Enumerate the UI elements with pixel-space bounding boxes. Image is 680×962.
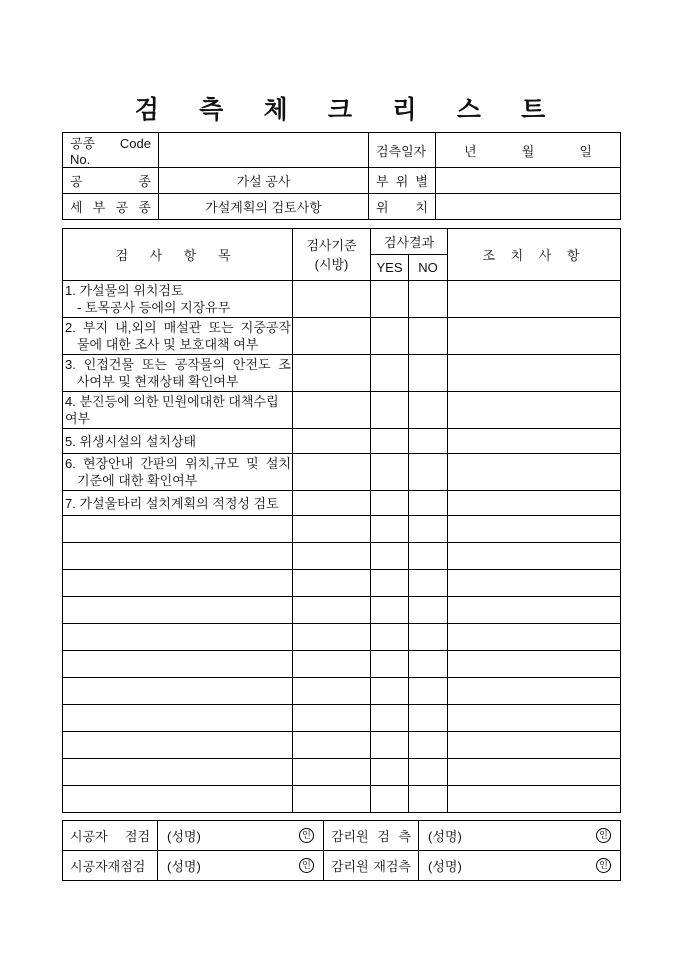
action-cell (448, 318, 621, 355)
criteria-cell (293, 491, 371, 516)
signature-row-2 (63, 851, 621, 881)
name-placeholder: (성명) (428, 829, 462, 844)
checklist-empty-row (63, 705, 621, 732)
checklist-empty-row (63, 651, 621, 678)
supervisor-inspect-label: 감리원 검 측 (324, 821, 419, 851)
seal-mark: 인 (596, 828, 611, 843)
checklist-empty-row (63, 516, 621, 543)
criteria-cell (293, 318, 371, 355)
sub-worktype-value: 가설계획의 검토사항 (159, 194, 369, 220)
part-label: 부 위 별 (369, 168, 436, 194)
inspection-date-value: 년 월 일 (436, 133, 621, 168)
criteria-cell (293, 281, 371, 318)
contractor-check-name-cell (158, 821, 324, 851)
checklist-empty-row (63, 624, 621, 651)
action-cell (448, 454, 621, 491)
yes-cell (371, 454, 409, 491)
no-cell (409, 454, 448, 491)
criteria-cell (293, 355, 371, 392)
yes-cell (371, 491, 409, 516)
checklist-empty-row (63, 597, 621, 624)
supervisor-inspect-name-cell (419, 821, 621, 851)
criteria-header-line2: (시방) (314, 256, 349, 272)
checklist-empty-row (63, 786, 621, 813)
seal-mark: 인 (299, 858, 314, 873)
action-cell (448, 355, 621, 392)
info-row-worktype (63, 168, 621, 194)
yes-cell (371, 392, 409, 429)
no-cell (409, 491, 448, 516)
no-cell (409, 355, 448, 392)
checklist-row-4 (63, 392, 621, 429)
item-text: 5. 위생시설의 설치상태 (63, 429, 293, 454)
seal-mark: 인 (299, 828, 314, 843)
no-cell (409, 392, 448, 429)
action-cell (448, 429, 621, 454)
yes-cell (371, 429, 409, 454)
action-cell (448, 281, 621, 318)
action-cell (448, 491, 621, 516)
location-value (436, 194, 621, 220)
yes-cell (371, 318, 409, 355)
worktype-value: 가설 공사 (159, 168, 369, 194)
inspection-date-label: 검측일자 (369, 133, 436, 168)
item-text: 6. 현장안내 간판의 위치,규모 및 설치 기준에 대한 확인여부 (63, 454, 293, 491)
item-text: 4. 분진등에 의한 민원에대한 대책수립 여부 (63, 392, 293, 429)
no-cell (409, 318, 448, 355)
name-placeholder: (성명) (167, 829, 201, 844)
checklist-empty-row (63, 570, 621, 597)
signature-row-1 (63, 821, 621, 851)
supervisor-reinspect-name-cell (419, 851, 621, 881)
no-cell (409, 429, 448, 454)
checklist-empty-row (63, 678, 621, 705)
contractor-check-label: 시공자 점검 (63, 821, 158, 851)
checklist-empty-row (63, 543, 621, 570)
name-placeholder: (성명) (428, 859, 462, 874)
contractor-recheck-name-cell (158, 851, 324, 881)
no-column-header: NO (409, 255, 448, 281)
checklist-row-2 (63, 318, 621, 355)
action-cell (448, 392, 621, 429)
code-no-label: 공종 Code No. (63, 133, 159, 168)
checklist-row-7 (63, 491, 621, 516)
item-text: 2. 부지 내,외의 매설관 또는 지중공작 물에 대한 조사 및 보호대책 여부 (63, 318, 293, 355)
checklist-empty-row (63, 732, 621, 759)
location-label: 위 치 (369, 194, 436, 220)
info-table (62, 132, 621, 220)
criteria-column-header (293, 229, 371, 281)
checklist-row-6 (63, 454, 621, 491)
item-text: 3. 인접건물 또는 공작물의 안전도 조 사여부 및 현재상태 확인여부 (63, 355, 293, 392)
criteria-header-line1: 검사기준 (306, 237, 357, 253)
sub-worktype-label: 세 부 공 종 (63, 194, 159, 220)
seal-mark: 인 (596, 858, 611, 873)
checklist-empty-row (63, 759, 621, 786)
yes-cell (371, 281, 409, 318)
checklist-row-3 (63, 355, 621, 392)
criteria-cell (293, 429, 371, 454)
worktype-label: 공 종 (63, 168, 159, 194)
criteria-cell (293, 454, 371, 491)
checklist-table (62, 228, 621, 813)
item-column-header: 검 사 항 목 (63, 229, 293, 281)
item-text: 7. 가설울타리 설치계획의 적정성 검토 (63, 491, 293, 516)
checklist-empty-rows (63, 516, 621, 813)
signature-table (62, 820, 621, 881)
contractor-recheck-label: 시공자재점검 (63, 851, 158, 881)
code-no-value (159, 133, 369, 168)
no-cell (409, 281, 448, 318)
item-text: 1. 가설물의 위치검토 - 토목공사 등에의 지장유무 (63, 281, 293, 318)
result-column-header: 검사결과 (371, 229, 448, 255)
criteria-cell (293, 392, 371, 429)
checklist-row-1 (63, 281, 621, 318)
action-column-header: 조 치 사 항 (448, 229, 621, 281)
page-title: 검 측 체 크 리 스 트 (134, 97, 563, 124)
part-value (436, 168, 621, 194)
yes-column-header: YES (371, 255, 409, 281)
checklist-row-5 (63, 429, 621, 454)
info-row-code (63, 133, 621, 168)
supervisor-reinspect-label: 감리원 재검측 (324, 851, 419, 881)
yes-cell (371, 355, 409, 392)
info-row-subworktype (63, 194, 621, 220)
checklist-header-row (63, 229, 621, 255)
name-placeholder: (성명) (167, 859, 201, 874)
